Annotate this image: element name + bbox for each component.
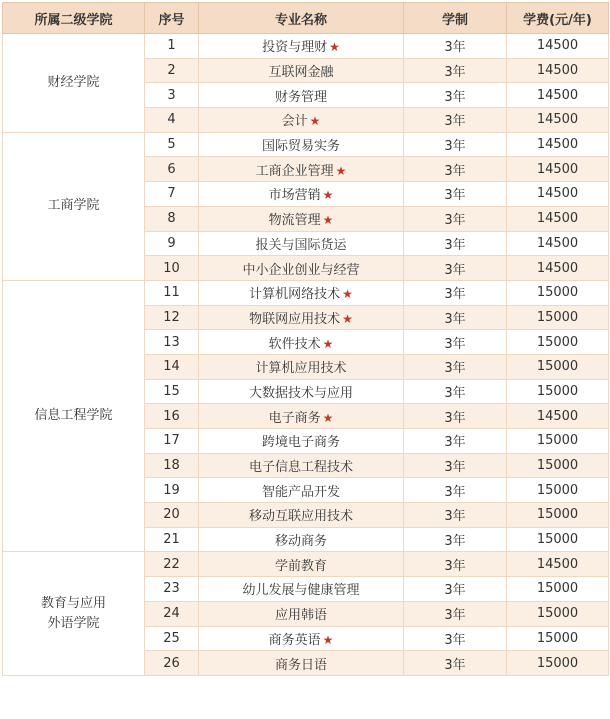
fee-cell-text: 15000 [536, 383, 579, 399]
duration-cell-text: 3年 [444, 509, 466, 525]
seq-cell [145, 58, 199, 83]
major-cell [199, 330, 404, 355]
fee-cell [507, 330, 609, 355]
fee-cell-text: 14500 [536, 186, 579, 202]
table-row [3, 34, 609, 59]
fee-cell [507, 182, 609, 207]
duration-cell-text: 3年 [444, 632, 466, 648]
duration-cell-text: 3年 [444, 583, 466, 599]
major-cell-text: 国际贸易实务 [261, 139, 340, 155]
header-duration: 学制 [404, 3, 507, 34]
duration-cell-text: 3年 [444, 89, 466, 105]
fee-cell [507, 108, 609, 133]
seq-cell-text: 2 [167, 63, 176, 79]
duration-cell [404, 379, 507, 404]
duration-cell-text: 3年 [444, 237, 466, 253]
major-cell-text: 应用韩语 [274, 608, 327, 624]
seq-cell [145, 503, 199, 528]
major-cell [199, 231, 404, 256]
duration-cell [404, 429, 507, 454]
college-name-line: 教育与应用 [40, 595, 106, 611]
duration-cell-text: 3年 [444, 410, 466, 426]
seq-cell-text: 11 [163, 285, 180, 301]
seq-cell [145, 305, 199, 330]
major-cell [199, 83, 404, 108]
fee-cell [507, 231, 609, 256]
major-cell [199, 182, 404, 207]
major-cell [199, 527, 404, 552]
duration-cell-text: 3年 [444, 188, 466, 204]
tuition-table [2, 2, 609, 676]
fee-cell-text: 14500 [536, 260, 579, 276]
major-cell-text: 商务日语 [274, 657, 327, 673]
seq-cell [145, 527, 199, 552]
fee-cell-text: 15000 [536, 433, 579, 449]
seq-cell [145, 34, 199, 59]
major-cell-text: 物流管理 [268, 213, 321, 229]
duration-cell [404, 503, 507, 528]
major-cell-text: 电子信息工程技术 [248, 460, 353, 476]
fee-cell-text: 15000 [536, 359, 579, 375]
fee-cell [507, 354, 609, 379]
seq-cell-text: 23 [163, 581, 180, 597]
star-icon: ★ [342, 311, 353, 326]
duration-cell [404, 478, 507, 503]
major-cell [199, 577, 404, 602]
fee-cell-text: 15000 [536, 581, 579, 597]
seq-cell [145, 256, 199, 281]
seq-cell-text: 13 [163, 334, 180, 350]
seq-cell-text: 6 [167, 161, 176, 177]
fee-cell [507, 206, 609, 231]
major-cell [199, 601, 404, 626]
duration-cell [404, 132, 507, 157]
table-row [3, 280, 609, 305]
major-cell [199, 256, 404, 281]
fee-cell [507, 280, 609, 305]
major-cell-text: 跨境电子商务 [261, 435, 340, 451]
major-cell-text: 大数据技术与应用 [248, 385, 353, 401]
seq-cell-text: 3 [167, 87, 176, 103]
seq-cell-text: 12 [163, 309, 180, 325]
fee-cell [507, 379, 609, 404]
duration-cell-text: 3年 [444, 385, 466, 401]
major-cell [199, 305, 404, 330]
header-seq: 序号 [145, 3, 199, 34]
duration-cell [404, 354, 507, 379]
fee-cell [507, 34, 609, 59]
fee-cell-text: 15000 [536, 655, 579, 671]
seq-cell [145, 330, 199, 355]
major-cell [199, 651, 404, 676]
major-cell [199, 552, 404, 577]
seq-cell-text: 14 [163, 359, 180, 375]
major-cell [199, 34, 404, 59]
major-cell-text: 智能产品开发 [261, 484, 340, 500]
seq-cell-text: 16 [163, 408, 180, 424]
duration-cell [404, 108, 507, 133]
duration-cell [404, 552, 507, 577]
star-icon: ★ [322, 632, 334, 647]
fee-cell [507, 626, 609, 651]
duration-cell [404, 601, 507, 626]
major-cell-text: 计算机应用技术 [255, 361, 347, 377]
seq-cell [145, 206, 199, 231]
major-cell [199, 206, 404, 231]
seq-cell-text: 1 [167, 38, 176, 54]
seq-cell [145, 601, 199, 626]
duration-cell-text: 3年 [444, 608, 466, 624]
major-cell [199, 157, 404, 182]
seq-cell-text: 19 [163, 482, 180, 498]
major-cell [199, 429, 404, 454]
seq-cell [145, 231, 199, 256]
fee-cell-text: 15000 [536, 458, 579, 474]
major-cell-text: 会计 [281, 114, 308, 130]
seq-cell [145, 379, 199, 404]
seq-cell-text: 9 [167, 235, 176, 251]
seq-cell-text: 21 [163, 532, 180, 548]
star-icon: ★ [322, 410, 334, 425]
header-major: 专业名称 [199, 3, 404, 34]
seq-cell [145, 280, 199, 305]
major-cell-text: 报关与国际货运 [255, 237, 347, 253]
duration-cell-text: 3年 [444, 262, 466, 278]
star-icon: ★ [322, 336, 334, 351]
fee-cell-text: 14500 [536, 38, 579, 54]
fee-cell-text: 14500 [536, 161, 579, 177]
seq-cell [145, 552, 199, 577]
fee-cell-text: 14500 [536, 211, 579, 227]
fee-cell [507, 305, 609, 330]
duration-cell-text: 3年 [444, 40, 466, 56]
fee-cell-text: 14500 [536, 63, 579, 79]
seq-cell [145, 182, 199, 207]
college-name: 信息工程学院 [3, 280, 145, 552]
seq-cell [145, 429, 199, 454]
fee-cell [507, 256, 609, 281]
major-cell-text: 学前教育 [274, 558, 327, 574]
fee-cell [507, 527, 609, 552]
fee-cell [507, 157, 609, 182]
duration-cell-text: 3年 [444, 435, 466, 451]
major-cell-text: 移动互联应用技术 [248, 509, 353, 525]
duration-cell-text: 3年 [444, 534, 466, 550]
fee-cell [507, 651, 609, 676]
seq-cell [145, 132, 199, 157]
major-cell [199, 453, 404, 478]
seq-cell-text: 22 [163, 556, 180, 572]
fee-cell-text: 15000 [536, 606, 579, 622]
fee-cell [507, 503, 609, 528]
star-icon: ★ [322, 213, 334, 228]
major-cell [199, 404, 404, 429]
star-icon: ★ [329, 40, 340, 55]
seq-cell [145, 108, 199, 133]
fee-cell [507, 404, 609, 429]
fee-cell-text: 14500 [536, 556, 579, 572]
duration-cell-text: 3年 [444, 460, 466, 476]
major-cell [199, 626, 404, 651]
major-cell [199, 132, 404, 157]
duration-cell [404, 330, 507, 355]
major-cell-text: 互联网金融 [268, 65, 334, 81]
major-cell-text: 移动商务 [274, 534, 327, 550]
star-icon: ★ [322, 188, 334, 203]
fee-cell [507, 132, 609, 157]
duration-cell [404, 577, 507, 602]
duration-cell [404, 453, 507, 478]
fee-cell [507, 577, 609, 602]
star-icon: ★ [309, 114, 321, 129]
seq-cell-text: 24 [163, 606, 180, 622]
fee-cell-text: 15000 [536, 285, 579, 301]
duration-cell-text: 3年 [444, 336, 466, 352]
fee-cell [507, 601, 609, 626]
duration-cell-text: 3年 [444, 311, 466, 327]
fee-cell-text: 15000 [536, 630, 579, 646]
major-cell-text: 计算机网络技术 [249, 287, 341, 303]
major-cell [199, 503, 404, 528]
major-cell-text: 物联网应用技术 [249, 311, 341, 327]
duration-cell [404, 305, 507, 330]
seq-cell [145, 626, 199, 651]
college-name [3, 552, 145, 675]
duration-cell [404, 256, 507, 281]
college-name: 工商学院 [3, 132, 145, 280]
table-body [3, 34, 609, 676]
duration-cell-text: 3年 [444, 484, 466, 500]
fee-cell [507, 552, 609, 577]
duration-cell [404, 182, 507, 207]
major-cell-text: 中小企业创业与经营 [242, 262, 360, 278]
seq-cell-text: 10 [163, 260, 180, 276]
fee-cell-text: 15000 [536, 309, 579, 325]
duration-cell-text: 3年 [444, 163, 466, 179]
duration-cell-text: 3年 [444, 114, 466, 130]
duration-cell-text: 3年 [444, 657, 466, 673]
major-cell-text: 市场营销 [268, 188, 321, 204]
seq-cell [145, 651, 199, 676]
fee-cell [507, 83, 609, 108]
major-cell-text: 工商企业管理 [255, 163, 334, 179]
seq-cell-text: 26 [163, 655, 180, 671]
seq-cell [145, 478, 199, 503]
header-fee: 学费(元/年) [507, 3, 609, 34]
seq-cell-text: 15 [163, 383, 180, 399]
major-cell [199, 354, 404, 379]
seq-cell-text: 8 [167, 211, 176, 227]
duration-cell [404, 280, 507, 305]
major-cell [199, 58, 404, 83]
table-row [3, 552, 609, 577]
fee-cell-text: 14500 [536, 235, 579, 251]
seq-cell-text: 4 [167, 112, 176, 128]
duration-cell-text: 3年 [444, 65, 466, 81]
major-cell [199, 280, 404, 305]
major-cell [199, 379, 404, 404]
seq-cell [145, 577, 199, 602]
header-college: 所属二级学院 [3, 3, 145, 34]
fee-cell [507, 453, 609, 478]
duration-cell-text: 3年 [444, 361, 466, 377]
duration-cell [404, 34, 507, 59]
duration-cell [404, 206, 507, 231]
fee-cell [507, 429, 609, 454]
star-icon: ★ [335, 163, 347, 178]
fee-cell-text: 14500 [536, 408, 579, 424]
duration-cell [404, 651, 507, 676]
table-header-row [3, 3, 609, 34]
major-cell-text: 商务英语 [268, 632, 321, 648]
star-icon: ★ [342, 287, 353, 302]
table-row [3, 132, 609, 157]
seq-cell-text: 20 [163, 507, 180, 523]
duration-cell [404, 527, 507, 552]
duration-cell [404, 58, 507, 83]
fee-cell-text: 15000 [536, 532, 579, 548]
seq-cell-text: 7 [167, 186, 176, 202]
major-cell-text: 财务管理 [274, 89, 327, 105]
duration-cell [404, 626, 507, 651]
seq-cell-text: 5 [167, 137, 176, 153]
duration-cell-text: 3年 [444, 558, 466, 574]
fee-cell [507, 58, 609, 83]
fee-cell-text: 14500 [536, 87, 579, 103]
major-cell-text: 幼儿发展与健康管理 [242, 583, 360, 599]
fee-cell-text: 14500 [536, 112, 579, 128]
major-cell-text: 软件技术 [268, 336, 321, 352]
duration-cell [404, 404, 507, 429]
duration-cell-text: 3年 [444, 287, 466, 303]
fee-cell-text: 15000 [536, 507, 579, 523]
college-name: 财经学院 [3, 34, 145, 133]
seq-cell [145, 404, 199, 429]
duration-cell [404, 83, 507, 108]
duration-cell-text: 3年 [444, 213, 466, 229]
duration-cell [404, 157, 507, 182]
major-cell-text: 投资与理财 [262, 40, 328, 56]
seq-cell-text: 25 [163, 630, 180, 646]
duration-cell [404, 231, 507, 256]
seq-cell-text: 17 [163, 433, 180, 449]
duration-cell-text: 3年 [444, 139, 466, 155]
seq-cell-text: 18 [163, 458, 180, 474]
seq-cell [145, 157, 199, 182]
fee-cell [507, 478, 609, 503]
college-name-line: 外语学院 [47, 615, 100, 631]
seq-cell [145, 453, 199, 478]
fee-cell-text: 14500 [536, 137, 579, 153]
major-cell-text: 电子商务 [268, 410, 321, 426]
seq-cell [145, 354, 199, 379]
major-cell [199, 478, 404, 503]
fee-cell-text: 15000 [536, 482, 579, 498]
seq-cell [145, 83, 199, 108]
fee-cell-text: 15000 [536, 334, 579, 350]
major-cell [199, 108, 404, 133]
